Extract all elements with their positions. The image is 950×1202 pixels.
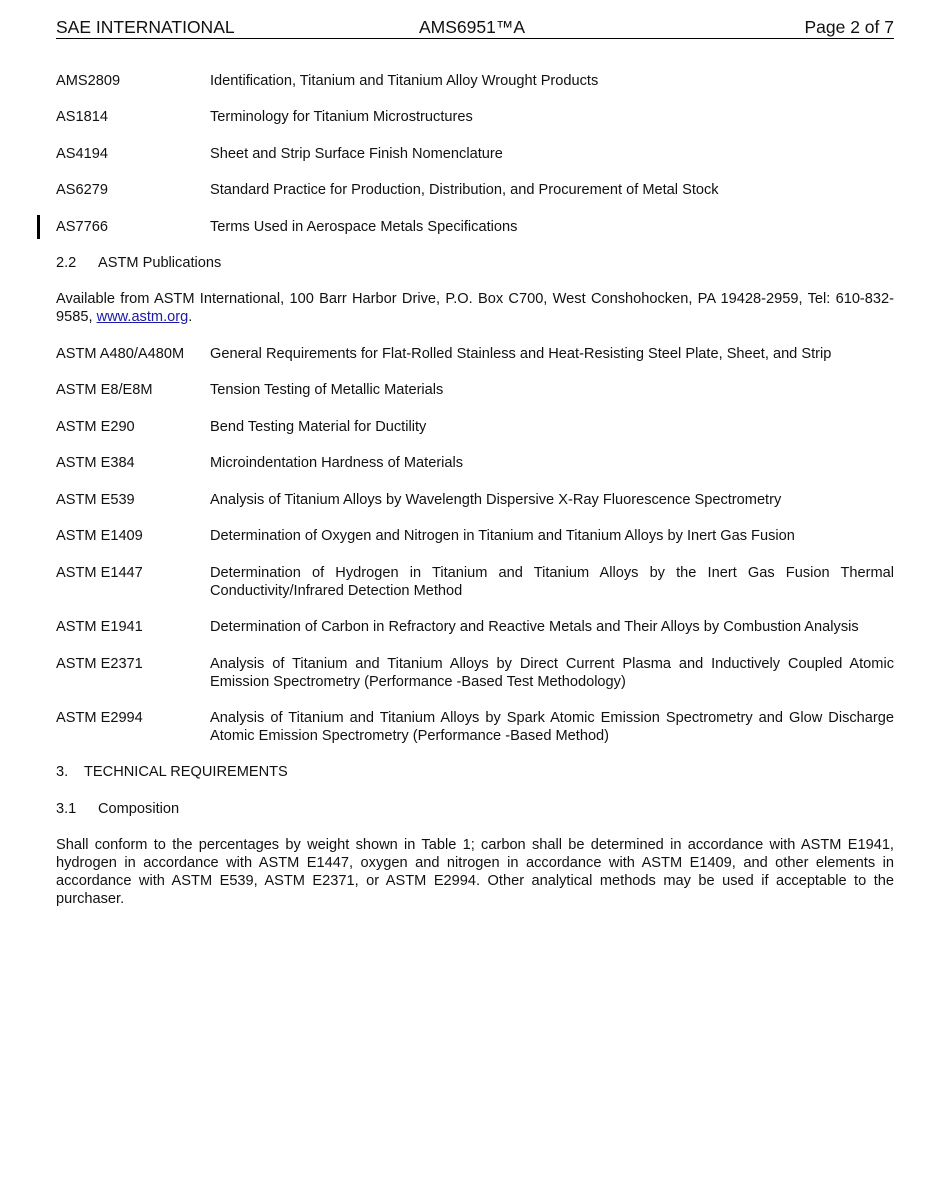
section-number: 2.2	[56, 255, 77, 271]
reference-title: Microindentation Hardness of Materials	[210, 455, 464, 471]
reference-code: AS4194	[56, 146, 108, 162]
section-heading-3-1	[56, 800, 179, 818]
section-title: ASTM Publications	[98, 255, 222, 271]
reference-code: ASTM E384	[56, 455, 135, 471]
reference-code: ASTM E2371	[56, 656, 143, 672]
section-heading-3	[56, 763, 288, 781]
astm-availability-paragraph	[56, 290, 894, 326]
reference-code: AS7766	[56, 219, 108, 235]
reference-title: Tension Testing of Metallic Materials	[210, 382, 444, 398]
reference-code: AS6279	[56, 182, 108, 198]
availability-period: .	[188, 309, 193, 325]
section-title: Composition	[98, 801, 180, 817]
astm-website-link[interactable]: www.astm.org	[96, 309, 189, 325]
reference-title: Terms Used in Aerospace Metals Specifications	[210, 219, 518, 235]
composition-paragraph: Shall conform to the percentages by weight shown in Table 1; carbon shall be determined in accordance with ASTM E1941, hydrogen in accordance with ASTM E1447, oxygen and nitrogen in accordance with ASTM E1409, and other elements in accordance with ASTM E539, ASTM E2371, or ASTM E2994. Other analytical methods may be used if acceptable to the purchaser.	[56, 837, 894, 907]
reference-code: AS1814	[56, 109, 108, 125]
reference-title: Bend Testing Material for Ductility	[210, 419, 427, 435]
reference-title: Sheet and Strip Surface Finish Nomenclature	[210, 146, 503, 162]
revision-change-bar	[37, 215, 40, 239]
reference-title: Analysis of Titanium and Titanium Alloys by Direct Current Plasma and Inductively Coupled Atomic Emission Spectrometry (Performance -Based Test Methodology)	[210, 656, 894, 690]
reference-code: ASTM A480/A480M	[56, 346, 185, 362]
reference-code: ASTM E8/E8M	[56, 382, 153, 398]
reference-title: General Requirements for Flat-Rolled Stainless and Heat-Resisting Steel Plate, Sheet, and Strip	[210, 346, 832, 362]
reference-code: ASTM E539	[56, 492, 135, 508]
section-heading-2-2	[56, 254, 221, 272]
reference-code: ASTM E1941	[56, 619, 143, 635]
reference-title: Terminology for Titanium Microstructures	[210, 109, 473, 125]
header-document-number: AMS6951™A	[419, 17, 526, 37]
reference-code: ASTM E1447	[56, 565, 143, 581]
reference-code: ASTM E1409	[56, 528, 143, 544]
reference-title: Analysis of Titanium Alloys by Wavelength Dispersive X-Ray Fluorescence Spectrometry	[210, 492, 782, 508]
section-number: 3.1	[56, 801, 77, 817]
header-organization: SAE INTERNATIONAL	[56, 17, 235, 37]
availability-text: Available from ASTM International, 100 Barr Harbor Drive, P.O. Box C700, West Conshohocken, PA 19428-2959, Tel: 610-832-9585,	[56, 291, 894, 325]
reference-title: Identification, Titanium and Titanium Alloy Wrought Products	[210, 73, 599, 89]
reference-code: ASTM E290	[56, 419, 135, 435]
page-header	[56, 16, 894, 39]
section-title: TECHNICAL REQUIREMENTS	[84, 764, 288, 780]
reference-title: Determination of Carbon in Refractory and Reactive Metals and Their Alloys by Combustion Analysis	[210, 619, 859, 635]
reference-title: Determination of Hydrogen in Titanium and Titanium Alloys by the Inert Gas Fusion Thermal Conductivity/Infrared Detection Method	[210, 565, 894, 599]
reference-title: Analysis of Titanium and Titanium Alloys by Spark Atomic Emission Spectrometry and Glow Discharge Atomic Emission Spectrometry (Performance -Based Method)	[210, 710, 894, 744]
reference-code: AMS2809	[56, 73, 121, 89]
reference-title: Determination of Oxygen and Nitrogen in Titanium and Titanium Alloys by Inert Gas Fusion	[210, 528, 795, 544]
reference-code: ASTM E2994	[56, 710, 143, 726]
reference-title: Standard Practice for Production, Distribution, and Procurement of Metal Stock	[210, 182, 719, 198]
section-number: 3.	[56, 764, 69, 780]
header-page-number: Page 2 of 7	[804, 17, 894, 37]
